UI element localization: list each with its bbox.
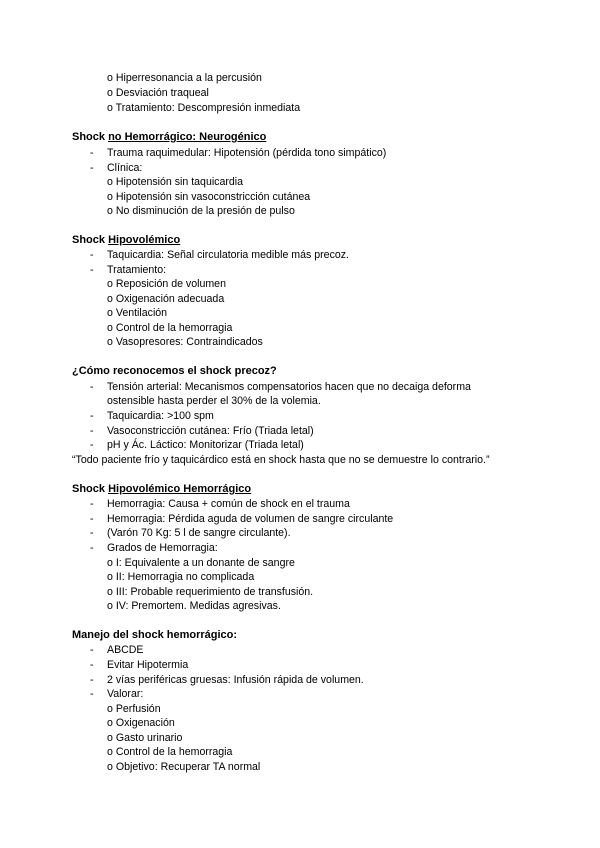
list-item-continuation: ostensible hasta perder el 30% de la volemia. — [107, 395, 321, 407]
bullet-dash: - — [90, 264, 94, 276]
intro-item: o Tratamiento: Descompresión inmediata — [107, 102, 301, 114]
section-heading-shock-precoz: ¿Cómo reconocemos el shock precoz? — [72, 365, 277, 377]
list-item: Evitar Hipotermia — [107, 659, 189, 671]
sub-item: o Perfusión — [107, 703, 161, 715]
sub-item: o Gasto urinario — [107, 732, 183, 744]
sub-item: o II: Hemorragia no complicada — [107, 571, 255, 583]
sub-item: o Vasopresores: Contraindicados — [107, 336, 263, 348]
sub-item: o Control de la hemorragia — [107, 322, 233, 334]
bullet-dash: - — [90, 439, 94, 451]
list-item: Tratamiento: — [107, 264, 167, 276]
list-item: (Varón 70 Kg: 5 l de sangre circulante). — [107, 527, 291, 539]
sub-item: o Ventilación — [107, 307, 168, 319]
bullet-dash: - — [90, 249, 94, 261]
sub-item: o I: Equivalente a un donante de sangre — [107, 557, 295, 569]
bullet-dash: - — [90, 659, 94, 671]
list-item: Trauma raquimedular: Hipotensión (pérdida tono simpático) — [107, 147, 387, 159]
bullet-dash: - — [90, 513, 94, 525]
section-heading-neurogenico: Shock no Hemorrágico: Neurogénico — [72, 131, 267, 143]
bullet-dash: - — [90, 425, 94, 437]
bullet-dash: - — [90, 644, 94, 656]
bullet-dash: - — [90, 527, 94, 539]
sub-item: o No disminución de la presión de pulso — [107, 205, 295, 217]
list-item: Clínica: — [107, 162, 143, 174]
list-item: Hemorragia: Pérdida aguda de volumen de sangre circulante — [107, 513, 394, 525]
sub-item: o Control de la hemorragia — [107, 746, 233, 758]
list-item: Vasoconstricción cutánea: Frío (Triada letal) — [107, 425, 314, 437]
sub-item: o Hipotensión sin taquicardia — [107, 176, 244, 188]
bullet-dash: - — [90, 542, 94, 554]
bullet-dash: - — [90, 381, 94, 393]
list-item: Taquicardia: >100 spm — [107, 410, 214, 422]
sub-item: o Oxigenación — [107, 717, 175, 729]
intro-item: o Hiperresonancia a la percusión — [107, 72, 262, 84]
bullet-dash: - — [90, 498, 94, 510]
list-item: Valorar: — [107, 688, 144, 700]
list-item: pH y Ác. Láctico: Monitorizar (Triada letal) — [107, 439, 304, 451]
intro-item: o Desviación traqueal — [107, 87, 209, 99]
section-heading-hemorragico: Shock Hipovolémico Hemorrágico — [72, 483, 252, 495]
sub-item: o Hipotensión sin vasoconstricción cutánea — [107, 191, 311, 203]
quote: “Todo paciente frío y taquicárdico está en shock hasta que no se demuestre lo contrario.” — [72, 454, 490, 466]
list-item: Taquicardia: Señal circulatoria medible más precoz. — [107, 249, 350, 261]
sub-item: o Oxigenación adecuada — [107, 293, 225, 305]
list-item: Hemorragia: Causa + común de shock en el trauma — [107, 498, 350, 510]
list-item: Tensión arterial: Mecanismos compensatorios hacen que no decaiga deforma — [107, 381, 471, 393]
sub-item: o Reposición de volumen — [107, 278, 226, 290]
bullet-dash: - — [90, 410, 94, 422]
list-item: Grados de Hemorragia: — [107, 542, 218, 554]
section-heading-hipovolemico: Shock Hipovolémico — [72, 234, 181, 246]
bullet-dash: - — [90, 674, 94, 686]
sub-item: o Objetivo: Recuperar TA normal — [107, 761, 261, 773]
bullet-dash: - — [90, 147, 94, 159]
list-item: 2 vías periféricas gruesas: Infusión rápida de volumen. — [107, 674, 364, 686]
bullet-dash: - — [90, 688, 94, 700]
sub-item: o IV: Premortem. Medidas agresivas. — [107, 600, 281, 612]
bullet-dash: - — [90, 162, 94, 174]
sub-item: o III: Probable requerimiento de transfusión. — [107, 586, 314, 598]
section-heading-manejo: Manejo del shock hemorrágico: — [72, 629, 238, 641]
list-item: ABCDE — [107, 644, 144, 656]
